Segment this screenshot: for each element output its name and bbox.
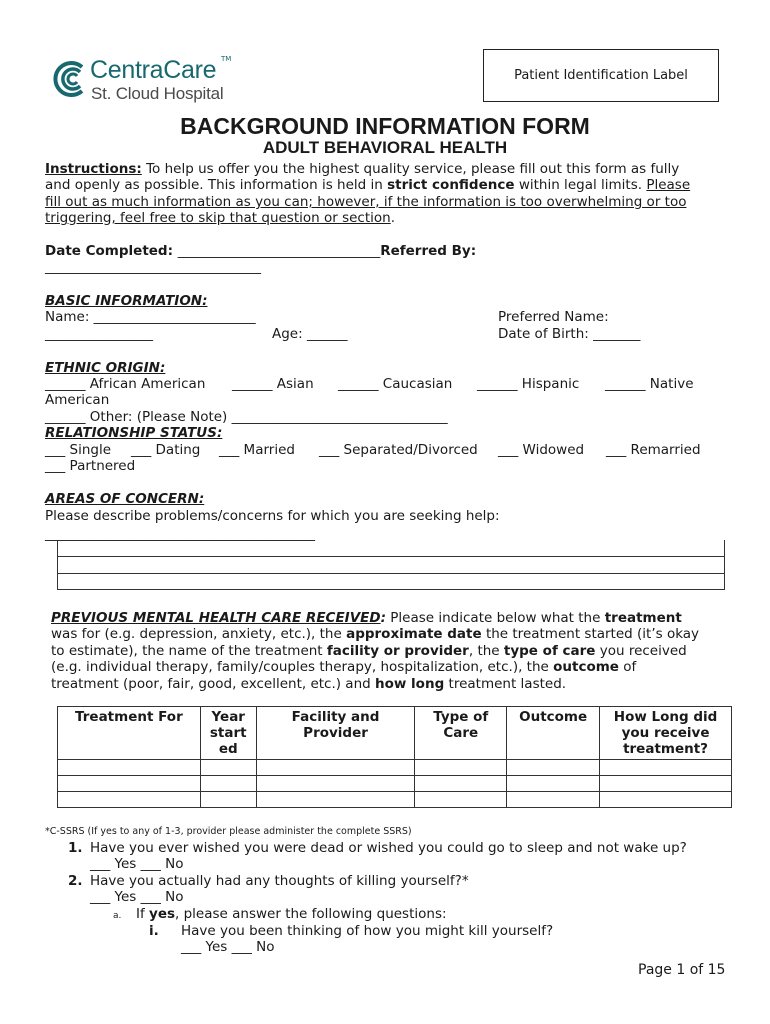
previous-care-colon: : <box>380 610 386 626</box>
previous-care-heading: PREVIOUS MENTAL HEALTH CARE RECEIVED <box>51 610 381 626</box>
question-2a-i <box>149 923 553 939</box>
question-1-options[interactable]: ___ Yes ___ No <box>90 856 184 872</box>
concerns-row[interactable] <box>58 540 724 557</box>
previous-care-text: you received <box>595 643 687 659</box>
question-bold: yes <box>149 906 176 922</box>
question-number: 2. <box>68 873 83 889</box>
question-text: Have you been thinking of how you might kill yourself? <box>181 923 554 939</box>
logo-subtitle: St. Cloud Hospital <box>91 84 224 103</box>
ethnic-option-caucasian[interactable]: ______ Caucasian <box>338 376 453 392</box>
col-treatment-for: Treatment For <box>58 707 201 760</box>
relationship-option-dating[interactable]: ___ Dating <box>131 442 201 458</box>
col-outcome: Outcome <box>507 707 600 760</box>
ethnic-option-hispanic[interactable]: ______ Hispanic <box>477 376 580 392</box>
instructions-line-1 <box>45 161 679 177</box>
relationship-option-remarried[interactable]: ___ Remarried <box>606 442 701 458</box>
question-number: 1. <box>68 840 83 856</box>
ethnic-origin-heading: ETHNIC ORIGIN: <box>45 360 166 376</box>
table-cell[interactable] <box>200 776 256 792</box>
previous-care-text: (e.g. individual therapy, family/couples therapy, hospitalization, etc.), the <box>51 659 554 675</box>
previous-care-bold: facility or provider <box>326 643 469 659</box>
question-text: If <box>136 906 150 922</box>
logo-trademark: TM <box>221 55 232 63</box>
date-completed-label: Date Completed: <box>45 243 173 259</box>
question-2a <box>113 906 447 924</box>
previous-care-text: treatment lasted. <box>444 676 567 692</box>
patient-id-label: Patient Identification Label <box>514 68 688 83</box>
previous-care-line-2 <box>51 626 699 642</box>
question-letter: a. <box>113 911 122 921</box>
table-cell[interactable] <box>507 760 600 776</box>
centracare-logo-icon <box>52 59 88 99</box>
ethnic-option-native[interactable]: ______ Native <box>605 376 694 392</box>
table-header-row <box>58 707 732 760</box>
previous-care-text: the treatment started (it’s okay <box>481 626 700 642</box>
instructions-line-2 <box>45 177 690 193</box>
referred-by-field[interactable]: ________________________________ <box>45 259 261 275</box>
table-row <box>58 792 732 808</box>
previous-care-line-4 <box>51 659 636 675</box>
instructions-text: Please <box>646 177 691 193</box>
previous-care-text: was for (e.g. depression, anxiety, etc.), the <box>51 626 347 642</box>
table-cell[interactable] <box>256 776 415 792</box>
ssrs-note: *C-SSRS (If yes to any of 1-3, provider please administer the complete SSRS) <box>45 826 412 837</box>
question-text: Have you actually had any thoughts of killing yourself?* <box>90 873 469 889</box>
table-cell[interactable] <box>256 760 415 776</box>
question-2-options[interactable]: ___ Yes ___ No <box>90 889 184 905</box>
concerns-blank[interactable]: ________________________________________ <box>45 526 315 542</box>
table-row <box>58 776 732 792</box>
instructions-text: . <box>390 210 396 226</box>
age-field[interactable]: Age: ______ <box>272 326 348 342</box>
table-cell[interactable] <box>600 792 732 808</box>
concerns-row[interactable] <box>58 574 724 590</box>
instructions-text: To help us offer you the highest quality service, please fill out this form as fully <box>141 161 680 177</box>
instructions-label: Instructions: <box>45 161 142 177</box>
table-cell[interactable] <box>600 776 732 792</box>
relationship-option-widowed[interactable]: ___ Widowed <box>498 442 585 458</box>
question-text: Have you ever wished you were dead or wished you could go to sleep and not wake up? <box>90 840 687 856</box>
question-2a-i-options[interactable]: ___ Yes ___ No <box>181 939 275 955</box>
ethnic-option-other[interactable]: ______ Other: (Please Note) ________________________________ <box>45 409 448 425</box>
ethnic-option-native-continued: American <box>45 392 110 408</box>
concerns-lines[interactable] <box>57 540 725 590</box>
concerns-heading: AREAS OF CONCERN: <box>45 491 205 507</box>
previous-care-text: treatment (poor, fair, good, excellent, etc.) and <box>51 676 375 692</box>
question-1 <box>68 840 687 856</box>
table-cell[interactable] <box>200 760 256 776</box>
date-completed-field[interactable]: ______________________________ <box>177 243 381 259</box>
preferred-name-label: Preferred Name: <box>498 309 609 325</box>
instructions-text: triggering, feel free to skip that question or section <box>45 210 391 226</box>
dob-field[interactable]: Date of Birth: _______ <box>498 326 641 342</box>
previous-care-bold: how long <box>375 676 445 692</box>
table-cell[interactable] <box>58 792 201 808</box>
question-text: , please answer the following questions: <box>175 906 447 922</box>
concerns-row[interactable] <box>58 557 724 574</box>
relationship-option-partnered[interactable]: ___ Partnered <box>45 458 136 474</box>
previous-care-text: of <box>618 659 637 675</box>
form-subtitle: ADULT BEHAVIORAL HEALTH <box>262 138 508 157</box>
patient-id-label-box <box>483 49 719 102</box>
table-cell[interactable] <box>507 776 600 792</box>
question-2 <box>68 873 469 889</box>
previous-care-text: Please indicate below what the <box>385 610 605 626</box>
referred-by-label: Referred By: <box>380 243 477 259</box>
previous-care-text: , the <box>468 643 504 659</box>
table-cell[interactable] <box>415 760 507 776</box>
instructions-text: and openly as possible. This information is held in <box>45 177 388 193</box>
table-cell[interactable] <box>415 792 507 808</box>
table-cell[interactable] <box>600 760 732 776</box>
logo-name: CentraCare <box>90 56 217 84</box>
previous-care-line-3 <box>51 643 687 659</box>
page-number: Page 1 of 15 <box>638 962 726 978</box>
previous-care-bold: treatment <box>604 610 682 626</box>
instructions-line-4 <box>45 210 395 226</box>
relationship-heading: RELATIONSHIP STATUS: <box>45 425 223 441</box>
previous-care-bold: type of care <box>503 643 596 659</box>
previous-care-bold: approximate date <box>346 626 482 642</box>
previous-care-text: to estimate), the name of the treatment <box>51 643 327 659</box>
date-line <box>45 243 476 259</box>
instructions-line-3: fill out as much information as you can; however, if the information is too overwhelming or too <box>45 194 687 210</box>
previous-care-line-1 <box>51 610 682 626</box>
instructions-text: within legal limits. <box>514 177 647 193</box>
treatment-table <box>57 706 732 808</box>
ethnic-option-asian[interactable]: ______ Asian <box>232 376 314 392</box>
col-how-long: How Long did you receive treatment? <box>600 707 732 760</box>
name-field[interactable]: Name: ________________________ <box>45 309 256 325</box>
previous-care-bold: outcome <box>553 659 619 675</box>
basic-info-heading: BASIC INFORMATION: <box>45 293 208 309</box>
form-title: BACKGROUND INFORMATION FORM <box>180 113 590 139</box>
col-facility-provider: Facility and Provider <box>256 707 415 760</box>
relationship-option-single[interactable]: ___ Single <box>45 442 112 458</box>
concerns-prompt: Please describe problems/concerns for which you are seeking help: <box>45 508 500 524</box>
table-cell[interactable] <box>58 776 201 792</box>
table-cell[interactable] <box>58 760 201 776</box>
table-cell[interactable] <box>507 792 600 808</box>
name-field-continued[interactable]: ________________ <box>45 326 153 342</box>
instructions-bold: strict confidence <box>387 177 515 193</box>
relationship-option-separated[interactable]: ___ Separated/Divorced <box>319 442 478 458</box>
table-row <box>58 760 732 776</box>
table-cell[interactable] <box>415 776 507 792</box>
previous-care-line-5 <box>51 676 566 692</box>
table-cell[interactable] <box>200 792 256 808</box>
col-year-started: Year start ed <box>200 707 256 760</box>
col-type-of-care: Type of Care <box>415 707 507 760</box>
table-cell[interactable] <box>256 792 415 808</box>
relationship-option-married[interactable]: ___ Married <box>219 442 295 458</box>
ethnic-option-african-american[interactable]: ______ African American <box>45 376 206 392</box>
question-roman: i. <box>149 923 159 939</box>
